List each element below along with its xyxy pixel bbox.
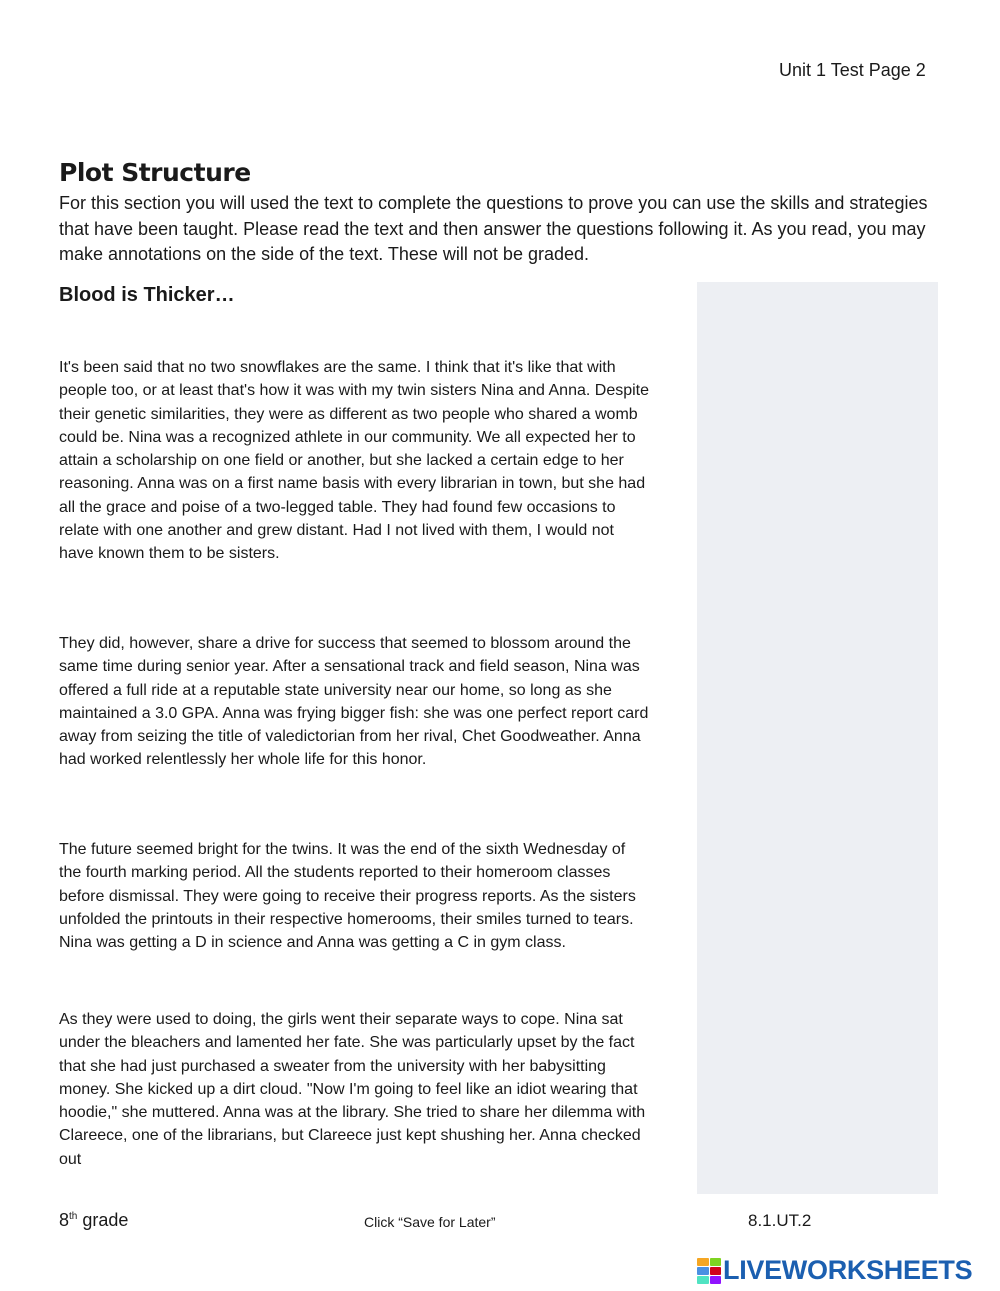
grade-number: 8 xyxy=(59,1210,70,1230)
footer-grade xyxy=(59,1210,128,1231)
save-for-later-note: Click “Save for Later” xyxy=(364,1214,496,1230)
section-intro: For this section you will used the text to complete the questions to prove you can use the skills and strategies that have been taught. Please read the text and then answer the questions following it. As you read, you may make annotations on the side of the text. These will not be graded. xyxy=(59,193,928,264)
section-title: Plot Structure xyxy=(59,158,251,187)
liveworksheets-logo-icon xyxy=(697,1258,721,1284)
page-label: Unit 1 Test Page 2 xyxy=(779,60,926,80)
story-paragraph-3: The future seemed bright for the twins. It was the end of the sixth Wednesday of the fourth marking period. All the students reported to their homeroom classes before dismissal. They were going to receive their progress reports. As the sisters unfolded the printouts in their respective homerooms, their smiles turned to tears. Nina was getting a D in science and Anna was getting a C in gym class. xyxy=(59,841,636,952)
annotation-area[interactable] xyxy=(697,282,938,1194)
grade-suffix: th xyxy=(69,1211,78,1222)
grade-word: grade xyxy=(82,1210,129,1230)
brand-logo xyxy=(697,1255,972,1286)
story-title: Blood is Thicker… xyxy=(59,284,235,306)
brand-name: LIVEWORKSHEETS xyxy=(723,1255,973,1285)
standard-code: 8.1.UT.2 xyxy=(748,1211,812,1230)
story-paragraph-1: It's been said that no two snowflakes are the same. I think that it's like that with people too, or at least that's how it was with my twin sisters Nina and Anna. Despite their genetic similarities, they were as different as two people who shared a womb could be. Nina was a recognized athlete in our community. We all expected her to attain a scholarship on one field or another, but she lacked a certain edge to her reasoning. Anna was on a first name basis with every librarian in town, but she had all the grace and poise of a two-legged table. They had found few occasions to relate with one another and grew distant. Had I not lived with them, I would not have known them to be sisters. xyxy=(59,359,650,563)
story-paragraph-2: They did, however, share a drive for success that seemed to blossom around the same time during senior year. After a sensational track and field season, Nina was offered a full ride at a reputable state university near our home, so long as she maintained a 3.0 GPA. Anna was frying bigger fish: she was one perfect report card away from seizing the title of valedictorian from her rival, Chet Goodweather. Anna had worked relentlessly her whole life for this honor. xyxy=(59,635,649,769)
story-paragraph-4: As they were used to doing, the girls went their separate ways to cope. Nina sat under the bleachers and lamented her fate. She was particularly upset by the fact that she had just purchased a sweater from the university with her babysitting money. She kicked up a dirt cloud. "Now I'm going to feel like an idiot wearing that hoodie," she muttered. Anna was at the library. She tried to share her dilemma with Clareece, one of the librarians, but Clareece just kept shushing her. Anna checked out xyxy=(59,1011,646,1168)
